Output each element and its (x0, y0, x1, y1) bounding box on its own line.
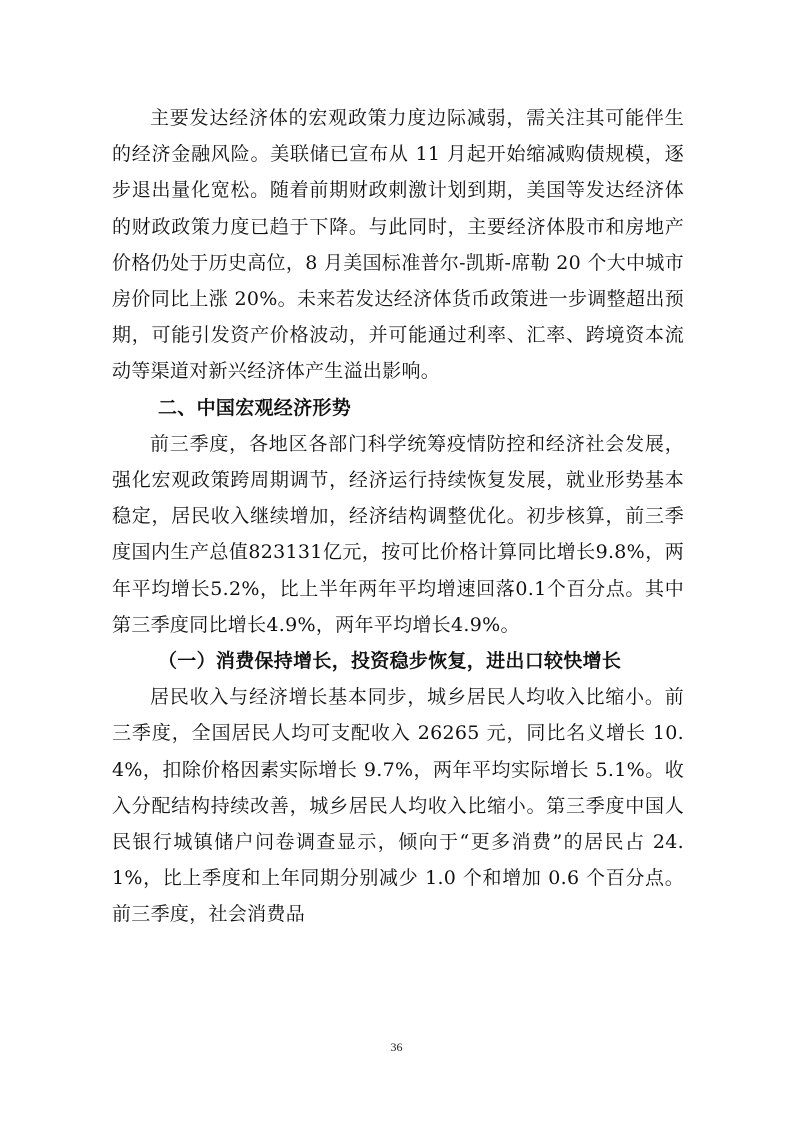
paragraph-household-income: 居民收入与经济增长基本同步，城乡居民人均收入比缩小。前三季度，全国居民人均可支配收入 26265 元，同比名义增长 10.4%，扣除价格因素实际增长 9.7%，两年平均实际增长 5.1%。收入分配结构持续改善，城乡居民人均收入比缩小。第三季度中国人民银行城镇储户问卷调查显示，倾向于“更多消费”的居民占 24.1%，比上季度和上年同期分别减少 1.0 个和增加 0.6 个百分点。前三季度，社会消费品 (112, 686, 684, 926)
document-page (112, 100, 684, 933)
paragraph-gdp-overview: 前三季度，各地区各部门科学统筹疫情防控和经济社会发展，强化宏观政策跨周期调节，经济运行持续恢复发展，就业形势基本稳定，居民收入继续增加，经济结构调整优化。初步核算，前三季度国内生产总值823131亿元，按可比价格计算同比增长9.8%，两年平均增长5.2%，比上半年两年平均增速回落0.1个百分点。其中第三季度同比增长4.9%，两年平均增长4.9%。 (112, 432, 684, 636)
section-heading-china-macro: 二、中国宏观经济形势 (158, 396, 352, 419)
page-number: 36 (390, 1040, 403, 1054)
subsection-heading-consumption: （一）消费保持增长，投资稳步恢复，进出口较快增长 (158, 650, 622, 673)
paragraph-advanced-economies: 主要发达经济体的宏观政策力度边际减弱，需关注其可能伴生的经济金融风险。美联储已宣布从 11 月起开始缩减购债规模，逐步退出量化宽松。随着前期财政刺激计划到期，美国等发达经济体的财政政策力度已趋于下降。与此同时，主要经济体股市和房地产价格仍处于历史高位，8 月美国标准普尔-凯斯-席勒 20 个大中城市房价同比上涨 20%。未来若发达经济体货币政策进一步调整超出预期，可能引发资产价格波动，并可能通过利率、汇率、跨境资本流动等渠道对新兴经济体产生溢出影响。 (112, 107, 684, 383)
